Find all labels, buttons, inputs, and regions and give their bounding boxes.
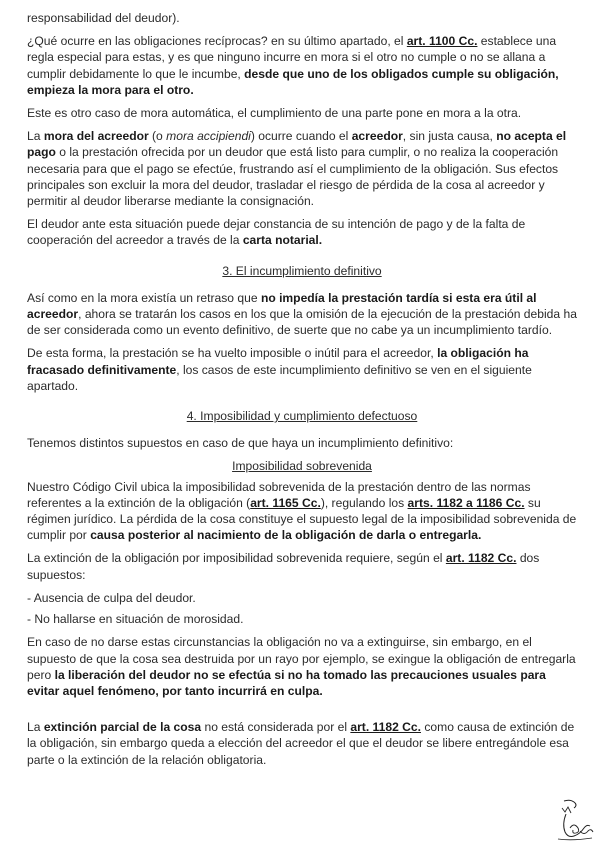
bold-text: la liberación del deudor no se efectúa si no ha tomado las precauciones usuales para evitar aquel fenómeno, por tanto incurrirá en culpa. — [27, 667, 546, 698]
paragraph: ¿Qué ocurre en las obligaciones recíprocas? en su último apartado, el art. 1100 Cc. establece una regla especial para estas, y es que ninguno incurre en mora si el otro no cumple o no se allana a cumplir debidamente lo que le incumbe, desde que uno de los obligados cumple su obligación, empieza la mora para el otro. — [27, 34, 559, 97]
list-item: - No hallarse en situación de morosidad. — [27, 612, 244, 627]
paragraph: La extinción parcial de la cosa no está considerada por el art. 1182 Cc. como causa de extinción de la obligación, sin embargo queda a elección del acreedor el que el deudor se libere entregándole esa parte o la extinción de la relación obligatoria. — [27, 720, 575, 767]
paragraph: La mora del acreedor (o mora accipiendi) ocurre cuando el acreedor, sin justa causa, no acepta el pago o la prestación ofrecida por un deudor que está listo para cumplir, o no realiza la cooperación necesaria para que el pago se efectúe, frustrando así el cumplimiento de la obligación. Sus efectos principales son excluir la mora del deudor, trasladar el riesgo de pérdida de la cosa al acreedor y permitir al deudor liberarse mediante la consignación. — [27, 129, 567, 209]
article-reference: art. 1100 Cc. — [406, 34, 478, 49]
bold-text: la obligación ha fracasado definitivamente — [27, 346, 529, 377]
article-reference: arts. 1182 a 1186 Cc. — [407, 495, 525, 510]
paragraph: Así como en la mora existía un retraso que no impedía la prestación tardía si esta era útil al acreedor, ahora se tratarán los casos en los que la omisión de la ejecución de la prestación debida ha de ser considerada como un evento definitivo, de suerte que no cabe ya un incumplimiento tardío. — [27, 290, 577, 338]
subsection-heading: Imposibilidad sobrevenida — [232, 459, 372, 474]
paragraph: De esta forma, la prestación se ha vuelto imposible o inútil para el acreedor, la obligación ha fracasado definitivamente, los casos de este incumplimiento definitivo se ven en el siguiente apartado. — [27, 346, 532, 393]
italic-text: mora accipiendi — [166, 129, 251, 144]
bold-text: extinción parcial de la cosa — [43, 720, 202, 735]
bold-text: no acepta el pago — [27, 129, 567, 160]
bold-text: carta notarial. — [242, 233, 323, 248]
section-heading: 3. El incumplimiento definitivo — [222, 263, 382, 278]
bold-text: no impedía la prestación tardía si esta era útil al acreedor — [27, 290, 537, 322]
bold-text: acreedor — [351, 129, 403, 144]
section-heading: 4. Imposibilidad y cumplimiento defectuoso — [186, 409, 418, 424]
article-reference: art. 1182 Cc. — [445, 551, 517, 566]
paragraph: responsabilidad del deudor). — [27, 11, 180, 25]
paragraph: La extinción de la obligación por imposibilidad sobrevenida requiere, según el art. 1182 Cc. dos supuestos: — [27, 551, 540, 582]
paragraph: Tenemos distintos supuestos en caso de que haya un incumplimiento definitivo: — [27, 436, 454, 451]
bold-text: causa posterior al nacimiento de la obligación de darla o entregarla. — [90, 528, 482, 543]
paragraph: El deudor ante esta situación puede dejar constancia de su intención de pago y de la falta de cooperación del acreedor a través de la carta notarial. — [27, 217, 526, 248]
list-item: - Ausencia de culpa del deudor. — [27, 590, 196, 605]
paragraph: Este es otro caso de mora automática, el cumplimiento de una parte pone en mora a la otra. — [27, 106, 522, 121]
article-reference: art. 1182 Cc. — [350, 720, 421, 735]
bold-text: desde que uno de los obligados cumple su obligación, empieza la mora para el otro. — [27, 66, 559, 97]
paragraph: En caso de no darse estas circunstancias la obligación no va a extinguirse, sin embargo, en el supuesto de que la cosa sea destruida por un rayo por ejemplo, se exingue la obligación de entregarla pero la liberación del deudor no se efectúa si no ha tomado las precauciones usuales para evitar aquel fenómeno, por tanto incurrirá en culpa. — [27, 635, 576, 698]
article-reference: art. 1165 Cc. — [250, 495, 321, 510]
paragraph: Nuestro Código Civil ubica la imposibilidad sobrevenida de la prestación dentro de las normas referentes a la extinción de la obligación (art. 1165 Cc.), regulando los arts. 1182 a 1186 Cc. su régimen jurídico. La pérdida de la cosa constituye el supuesto legal de la imposibilidad sobrevenida de cumplir por causa posterior al nacimiento de la obligación de darla o entregarla. — [27, 479, 577, 543]
handwritten-signature-icon — [556, 798, 596, 842]
document-page — [27, 10, 577, 768]
bold-text: mora del acreedor — [43, 129, 149, 144]
